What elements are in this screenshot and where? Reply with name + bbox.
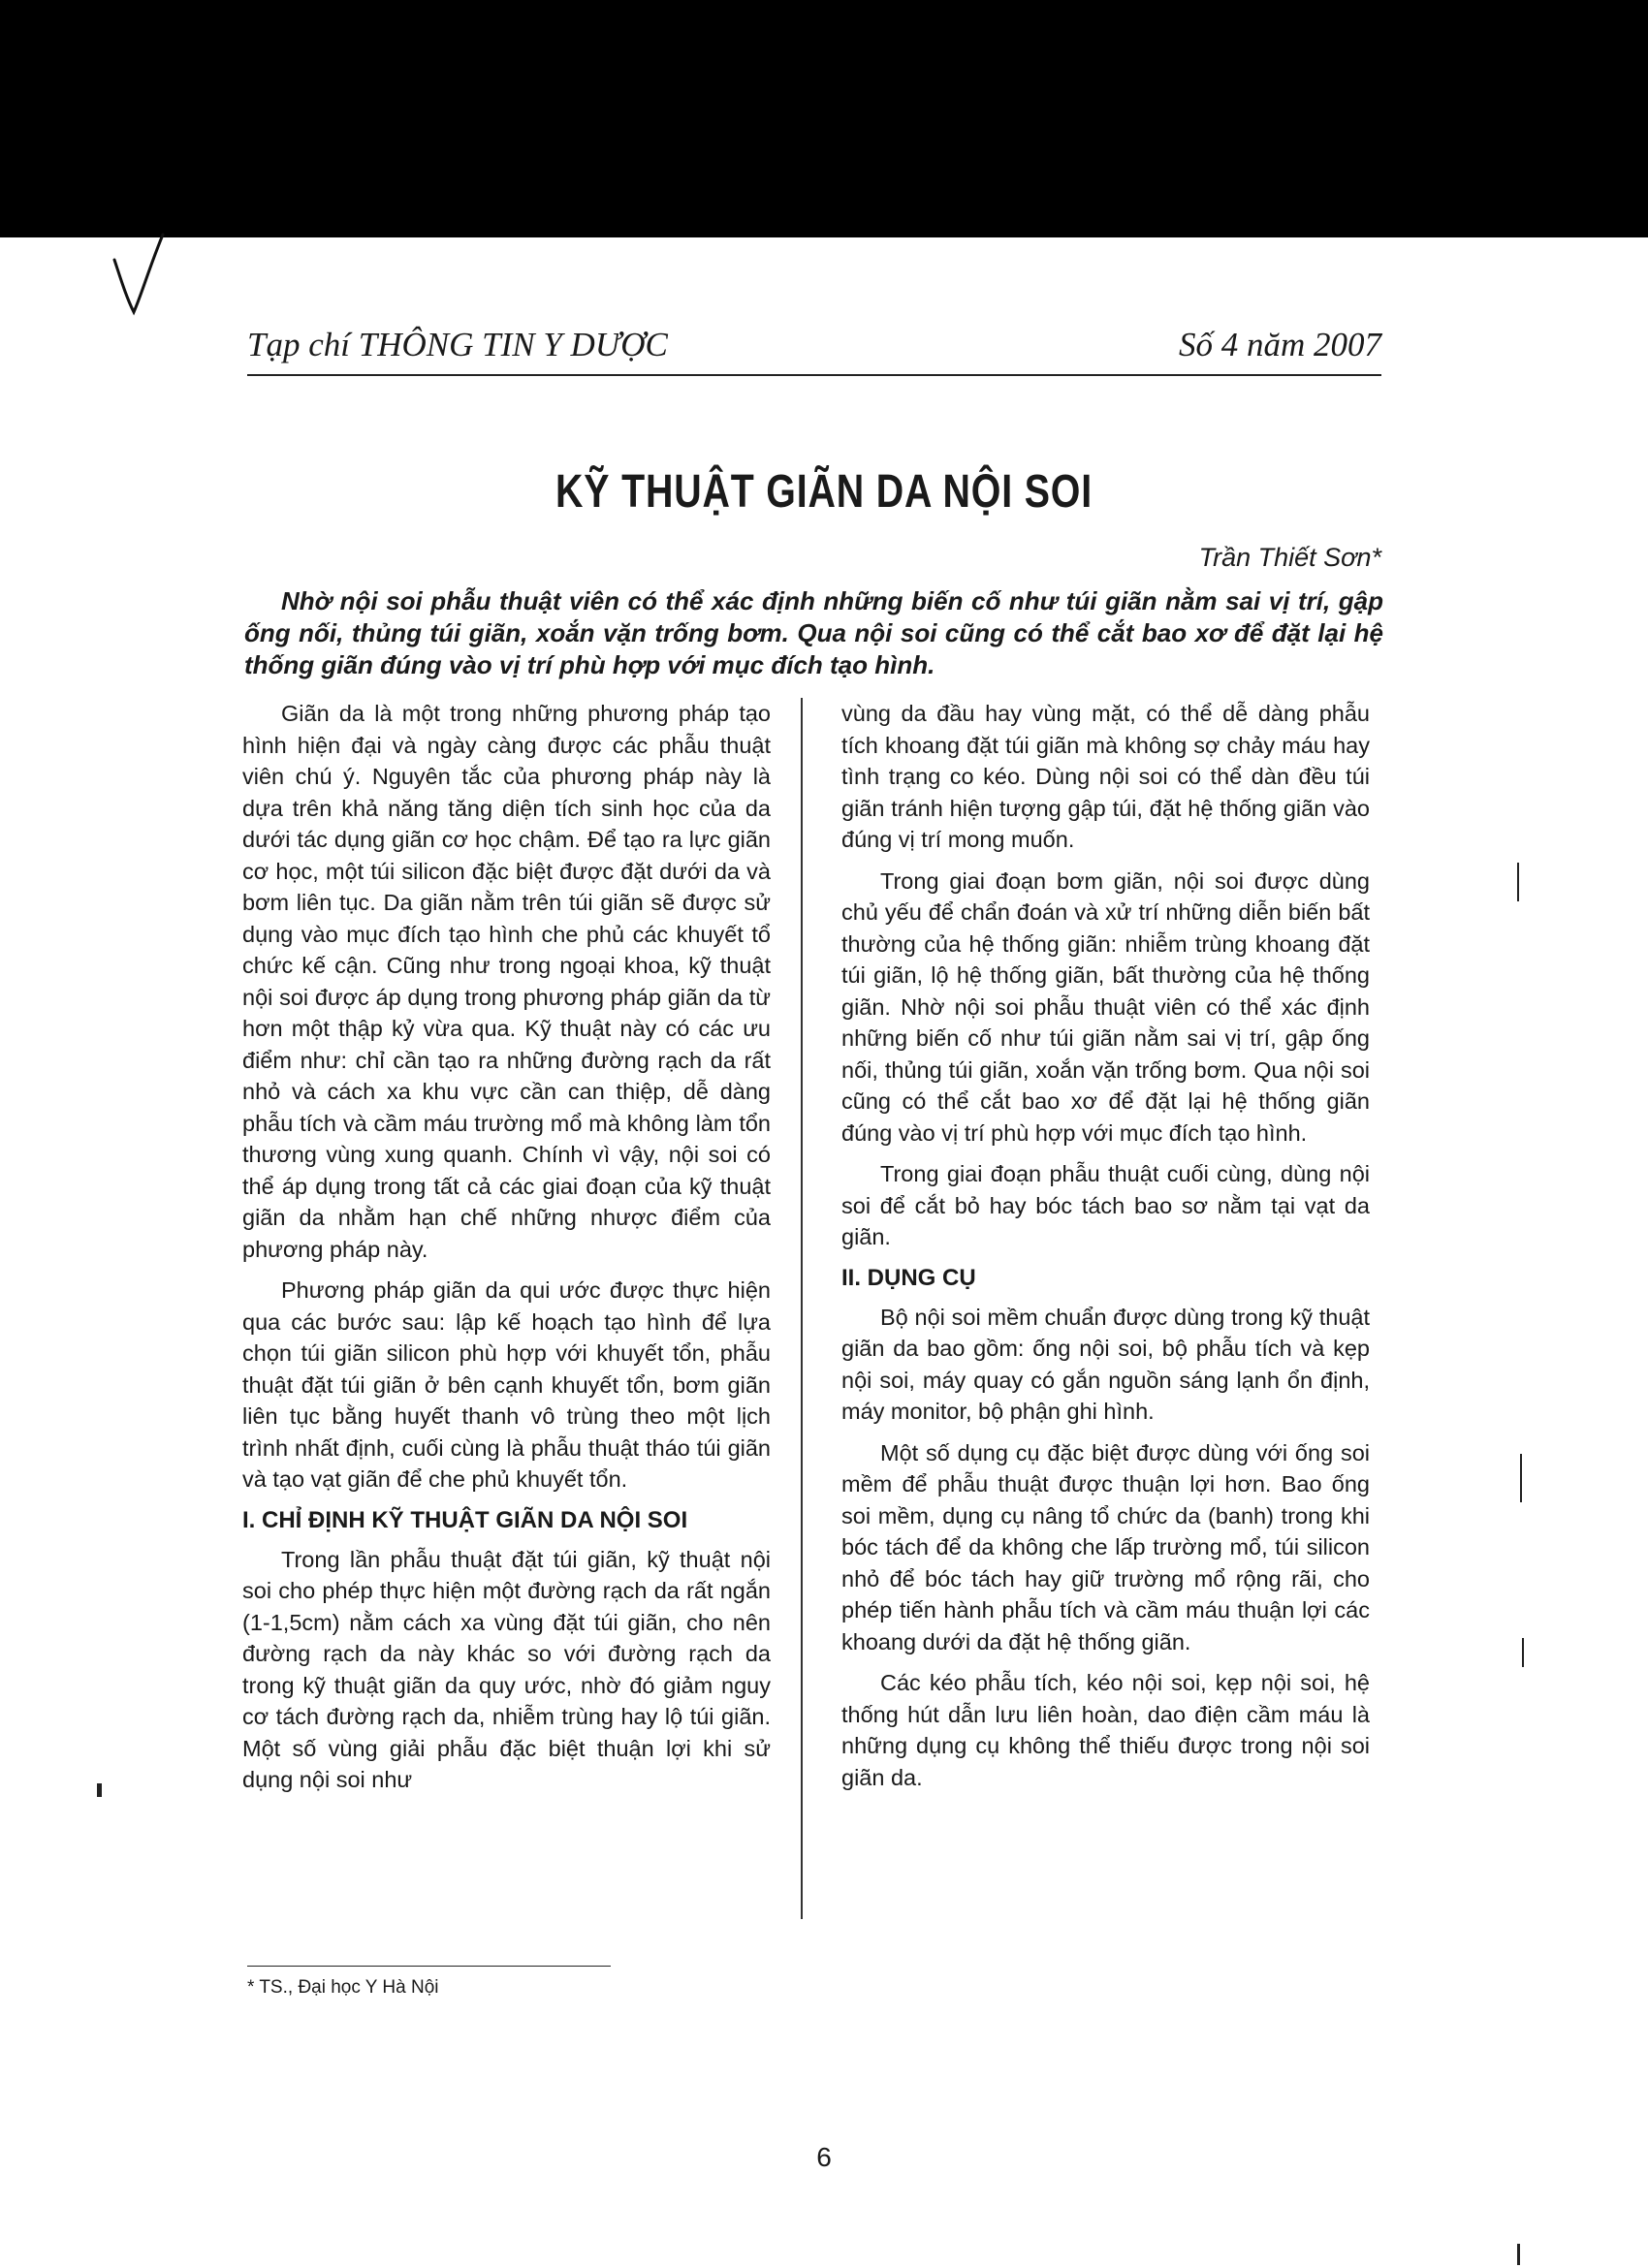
body-paragraph: vùng da đầu hay vùng mặt, có thể dễ dàng phẫu tích khoang đặt túi giãn mà không sợ chảy máu hay tình trạng co kéo. Dùng nội soi có thể dàn đều túi giãn tránh hiện tượng gập túi, đặt hệ thống giãn vào đúng vị trí mong muốn. (841, 701, 1370, 852)
page-number: 6 (816, 2142, 832, 2172)
section-heading: I. CHỈ ĐỊNH KỸ THUẬT GIÃN DA NỘI SOI (242, 1506, 688, 1533)
scan-artifact (1522, 1638, 1524, 1667)
body-paragraph: Bộ nội soi mềm chuẩn được dùng trong kỹ thuật giãn da bao gồm: ống nội soi, bộ phẫu tích và kẹp nội soi, máy quay có gắn nguồn sáng lạnh ổn định, máy monitor, bộ phận ghi hình. (841, 1304, 1370, 1424)
issue-number: Số 4 năm 2007 (1178, 326, 1381, 363)
footnote-divider (247, 1966, 611, 1967)
handwritten-check-mark (109, 229, 186, 326)
article-abstract: Nhờ nội soi phẫu thuật viên có thể xác định những biến cố như túi giãn nằm sai vị trí, gập ống nối, thủng túi giãn, xoắn vặn trống bơm. Qua nội soi cũng có thể cắt bao xơ để đặt lại hệ thống giãn đúng vào vị trí phù hợp với mục đích tạo hình. (244, 586, 1383, 679)
scan-top-band (0, 0, 1648, 237)
article-title: KỸ THUẬT GIÃN DA NỘI SOI (555, 466, 1093, 518)
article-author: Trần Thiết Sơn* (1198, 543, 1381, 572)
right-column (841, 698, 1370, 1803)
scan-artifact (97, 1783, 102, 1797)
left-column (242, 698, 771, 1806)
section-heading: II. DỤNG CỤ (841, 1264, 976, 1291)
scan-artifact (1517, 863, 1519, 901)
body-paragraph: Trong giai đoạn bơm giãn, nội soi được dùng chủ yếu để chẩn đoán và xử trí những diễn biến bất thường của hệ thống giãn: nhiễm trùng khoang đặt túi giãn, lộ hệ thống giãn, bất thường của hệ thống giãn. Nhờ nội soi phẫu thuật viên có thể xác định những biến cố như túi giãn nằm sai vị trí, gập ống nối, thủng túi giãn, xoắn vặn trống bơm. Qua nội soi cũng có thể cắt bao xơ để đặt lại hệ thống giãn đúng vào vị trí phù hợp với mục đích tạo hình. (841, 867, 1370, 1146)
body-paragraph: Trong giai đoạn phẫu thuật cuối cùng, dùng nội soi để cắt bỏ hay bóc tách bao sơ nằm tại vạt da giãn. (841, 1161, 1370, 1249)
scan-artifact (1520, 1454, 1522, 1502)
scan-artifact (1517, 2244, 1520, 2265)
column-divider (801, 698, 803, 1919)
body-paragraph: Trong lần phẫu thuật đặt túi giãn, kỹ thuật nội soi cho phép thực hiện một đường rạch da rất ngắn (1-1,5cm) nằm cách xa vùng đặt túi giãn, cho nên đường rạch da này khác so với đường rạch da trong kỹ thuật giãn da quy ước, nhờ đó giảm nguy cơ tách đường rạch da, nhiễm trùng hay lộ túi giãn. Một số vùng giải phẫu đặc biệt thuận lợi khi sử dụng nội soi như (242, 1546, 771, 1792)
journal-name: Tạp chí THÔNG TIN Y DƯỢC (247, 326, 668, 363)
footnote: * TS., Đại học Y Hà Nội (247, 1977, 439, 1998)
running-header (247, 324, 1381, 376)
body-paragraph: Một số dụng cụ đặc biệt được dùng với ống soi mềm để phẫu thuật được thuận lợi hơn. Bao ống soi mềm, dụng cụ nâng tổ chức da (banh) trong khi bóc tách để da không che lấp trường mổ, túi silicon nhỏ để bóc tách hay giữ trường mổ rộng rãi, cho phép tiến hành phẫu tích và cầm máu thuận lợi các khoang dưới da đặt hệ thống giãn. (841, 1439, 1370, 1654)
body-paragraph: Phương pháp giãn da qui ước được thực hiện qua các bước sau: lập kế hoạch tạo hình để lựa chọn túi giãn silicon phù hợp với khuyết tổn, phẫu thuật đặt túi giãn ở bên cạnh khuyết tổn, bơm giãn liên tục bằng huyết thanh vô trùng theo một lịch trình nhất định, cuối cùng là phẫu thuật tháo túi giãn và tạo vạt giãn để che phủ khuyết tổn. (242, 1277, 771, 1492)
body-paragraph: Giãn da là một trong những phương pháp tạo hình hiện đại và ngày càng được các phẫu thuật viên chú ý. Nguyên tắc của phương pháp này là dựa trên khả năng tăng diện tích sinh học của da dưới tác dụng giãn cơ học chậm. Để tạo ra lực giãn cơ học, một túi silicon đặc biệt được đặt dưới da và bơm liên tục. Da giãn nằm trên túi giãn sẽ được sử dụng vào mục đích tạo hình che phủ các khuyết tổ chức kế cận. Cũng như trong ngoại khoa, kỹ thuật nội soi được áp dụng trong phương pháp giãn da từ hơn một thập kỷ vừa qua. Kỹ thuật này có các ưu điểm như: chỉ cần tạo ra những đường rạch da rất nhỏ và cách xa khu vực cần can thiệp, dễ dàng phẫu tích và cầm máu trường mổ mà không làm tổn thương vùng xung quanh. Chính vì vậy, nội soi có thể áp dụng trong tất cả các giai đoạn của kỹ thuật giãn da nhằm hạn chế những nhược điểm của phương pháp này. (242, 701, 771, 1262)
body-paragraph: Các kéo phẫu tích, kéo nội soi, kẹp nội soi, hệ thống hút dẫn lưu liên hoàn, dao điện cầm máu là những dụng cụ không thể thiếu được trong nội soi giãn da. (841, 1670, 1370, 1790)
